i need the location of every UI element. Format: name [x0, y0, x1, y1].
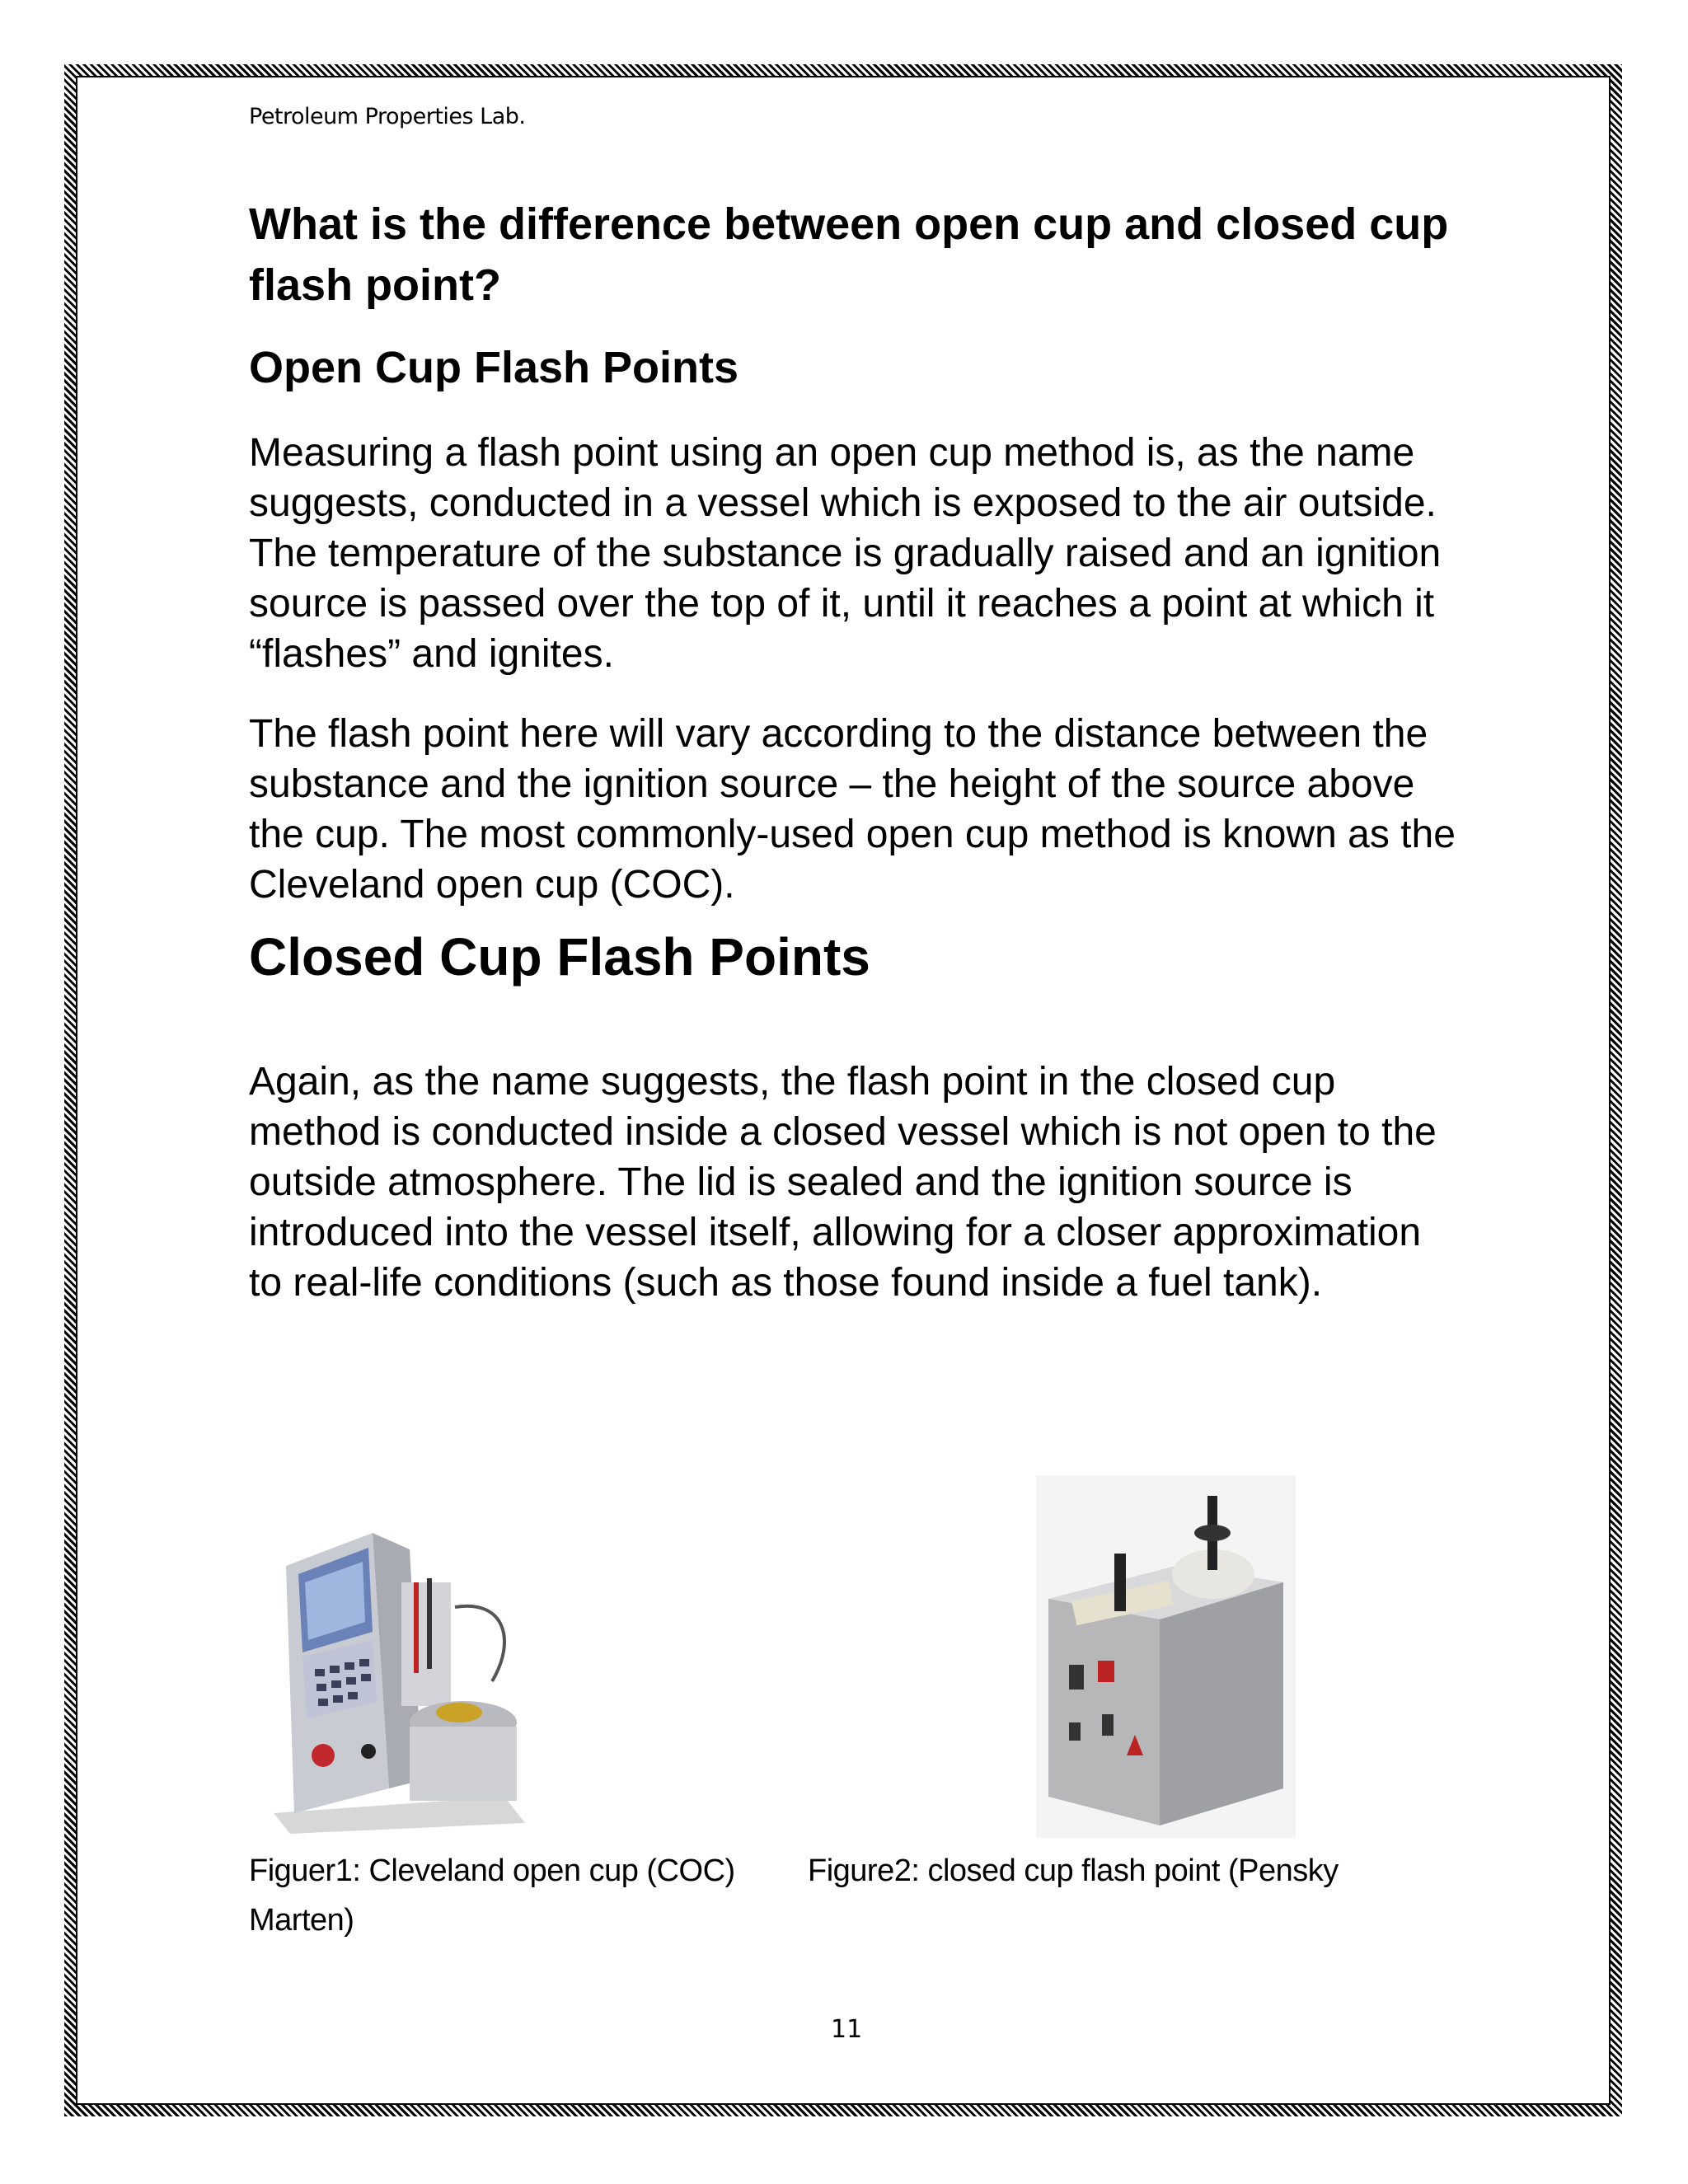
page-title: What is the difference between open cup and closed cup flash point?	[249, 199, 1449, 310]
open-cup-paragraph-1: Measuring a flash point using an open cup method is, as the name suggests, conducted in a vessel which is exposed to the air outside. The temperature of the substance is gradually raised and an ignition source is passed over the top of it, until it reaches a point at which it “flashes” and ignites.	[249, 431, 1442, 676]
figures-row	[249, 1475, 1461, 1838]
figure2-caption: Figure2: closed cup flash point (Pensky	[808, 1854, 1339, 1888]
figure2-caption-continued: Marten)	[249, 1903, 354, 1938]
open-cup-heading: Open Cup Flash Points	[249, 343, 739, 392]
figure1-caption: Figuer1: Cleveland open cup (COC)	[249, 1854, 735, 1888]
figure-captions	[249, 1846, 1461, 1945]
closed-cup-paragraph: Again, as the name suggests, the flash point in the closed cup method is conducted inside a closed vessel which is not open to the outside atmosphere. The lid is sealed and the ignition source is introduced into the vessel itself, allowing for a closer approximation to real-life conditions (such as those found inside a fuel tank).	[249, 1060, 1437, 1305]
open-cup-paragraph-2: The flash point here will vary according to the distance between the substance and the ignition source – the height of the source above the cup. The most commonly-used open cup method is known as the Cleveland open cup (COC).	[249, 712, 1456, 907]
closed-cup-heading: Closed Cup Flash Points	[249, 927, 870, 987]
main-content	[249, 194, 1461, 1308]
pensky-martens-closed-cup-image	[1036, 1475, 1296, 1838]
running-header: Petroleum Properties Lab.	[249, 104, 526, 129]
cleveland-open-cup-image	[257, 1516, 529, 1838]
page-number: 11	[831, 2015, 863, 2044]
